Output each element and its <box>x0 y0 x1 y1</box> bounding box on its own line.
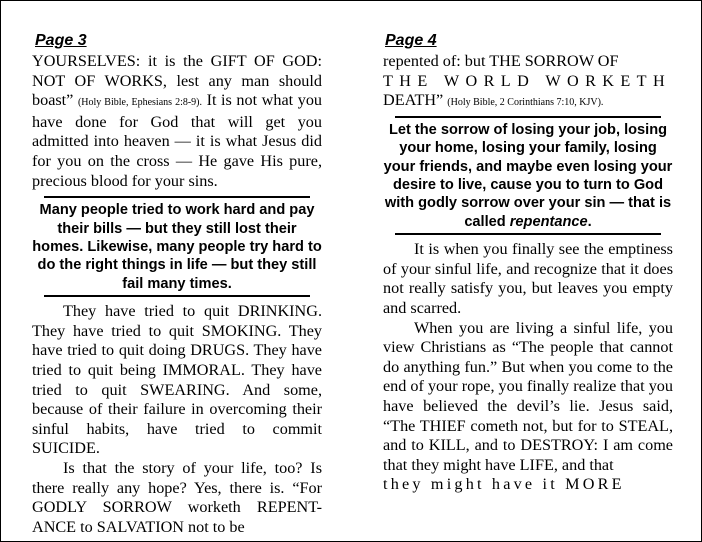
page-number-4: Page 4 <box>385 32 437 49</box>
page4-pullquote-text: Let the sorrow of losing your job, losing your home, losing your family, losing your friends, and maybe even losing your desire to live, cause you to turn to God with godly sorrow over your sin — that is called <box>383 121 673 230</box>
page-3 <box>32 52 322 537</box>
page4-paragraph-2: When you are living a sinful life, you view Christians as “The people that cannot do anything fun.” But when you come to the end of your rope, you finally realize that you have believed the devil’s lie. Jesus said, “The THIEF cometh not, but for to STEAL, and to KILL, and to DESTROY: I am come that they might have LIFE, and that <box>383 318 673 474</box>
page4-line-2-text: THE WORLD WORKETH <box>383 71 672 90</box>
page4-line-3-text: DEATH” <box>383 91 448 110</box>
page3-para1-text: YOURSELVES: it is the GIFT OF GOD: NOT OF WORKS, lest any man should boast” <box>32 52 322 110</box>
page4-rule-bottom <box>395 233 661 235</box>
page3-pullquote: Many people tried to work hard and pay their bills — but they still lost their homes. Likewise, many people try hard to do the right things in life — but they still fail many times. <box>32 202 322 292</box>
page4-pullquote-end: . <box>587 213 592 230</box>
page4-paragraph-1: It is when you finally see the emptiness of your sinful life, and recognize that it does not really satisfy you, but leaves you empty and scarred. <box>383 240 673 317</box>
page3-rule-bottom <box>44 295 310 297</box>
page3-paragraph-3: Is that the story of your life, too? Is there really any hope? Yes, there is. “For GODLY SORROW worketh REPENT-ANCE to SALVATION not to be <box>32 458 322 536</box>
page4-pullquote <box>383 118 673 233</box>
page4-last-line-text: they might have it MORE <box>383 475 625 494</box>
page4-citation: (Holy Bible, 2 Corinthians 7:10, KJV). <box>447 97 604 109</box>
page4-pullquote-emphasis: repentance <box>509 213 588 230</box>
page3-citation: (Holy Bible, Ephesians 2:8-9). <box>77 97 203 109</box>
page-number-3: Page 3 <box>35 32 87 49</box>
page-4 <box>383 52 673 495</box>
page3-para1-continued: It is not what you have done for God that will get you admitted into heaven — it is what Jesus did for you on the cross — He gave His pure, precious blood for your sins. <box>32 91 323 190</box>
page4-paragraph-2-last <box>383 475 673 495</box>
page3-paragraph-2: They have tried to quit DRINKING. They have tried to quit SMOKING. They have tried to quit doing DRUGS. They have tried to quit being IMMORAL. They have tried to quit SWEARING. And some, because of their failure in overcoming their sinful habits, have tried to commit SUICIDE. <box>32 302 322 458</box>
page4-line-3 <box>383 91 673 113</box>
page4-line-2 <box>383 72 673 92</box>
page3-paragraph-1 <box>32 52 322 191</box>
page4-line-1: repented of: but THE SORROW OF <box>383 52 619 70</box>
